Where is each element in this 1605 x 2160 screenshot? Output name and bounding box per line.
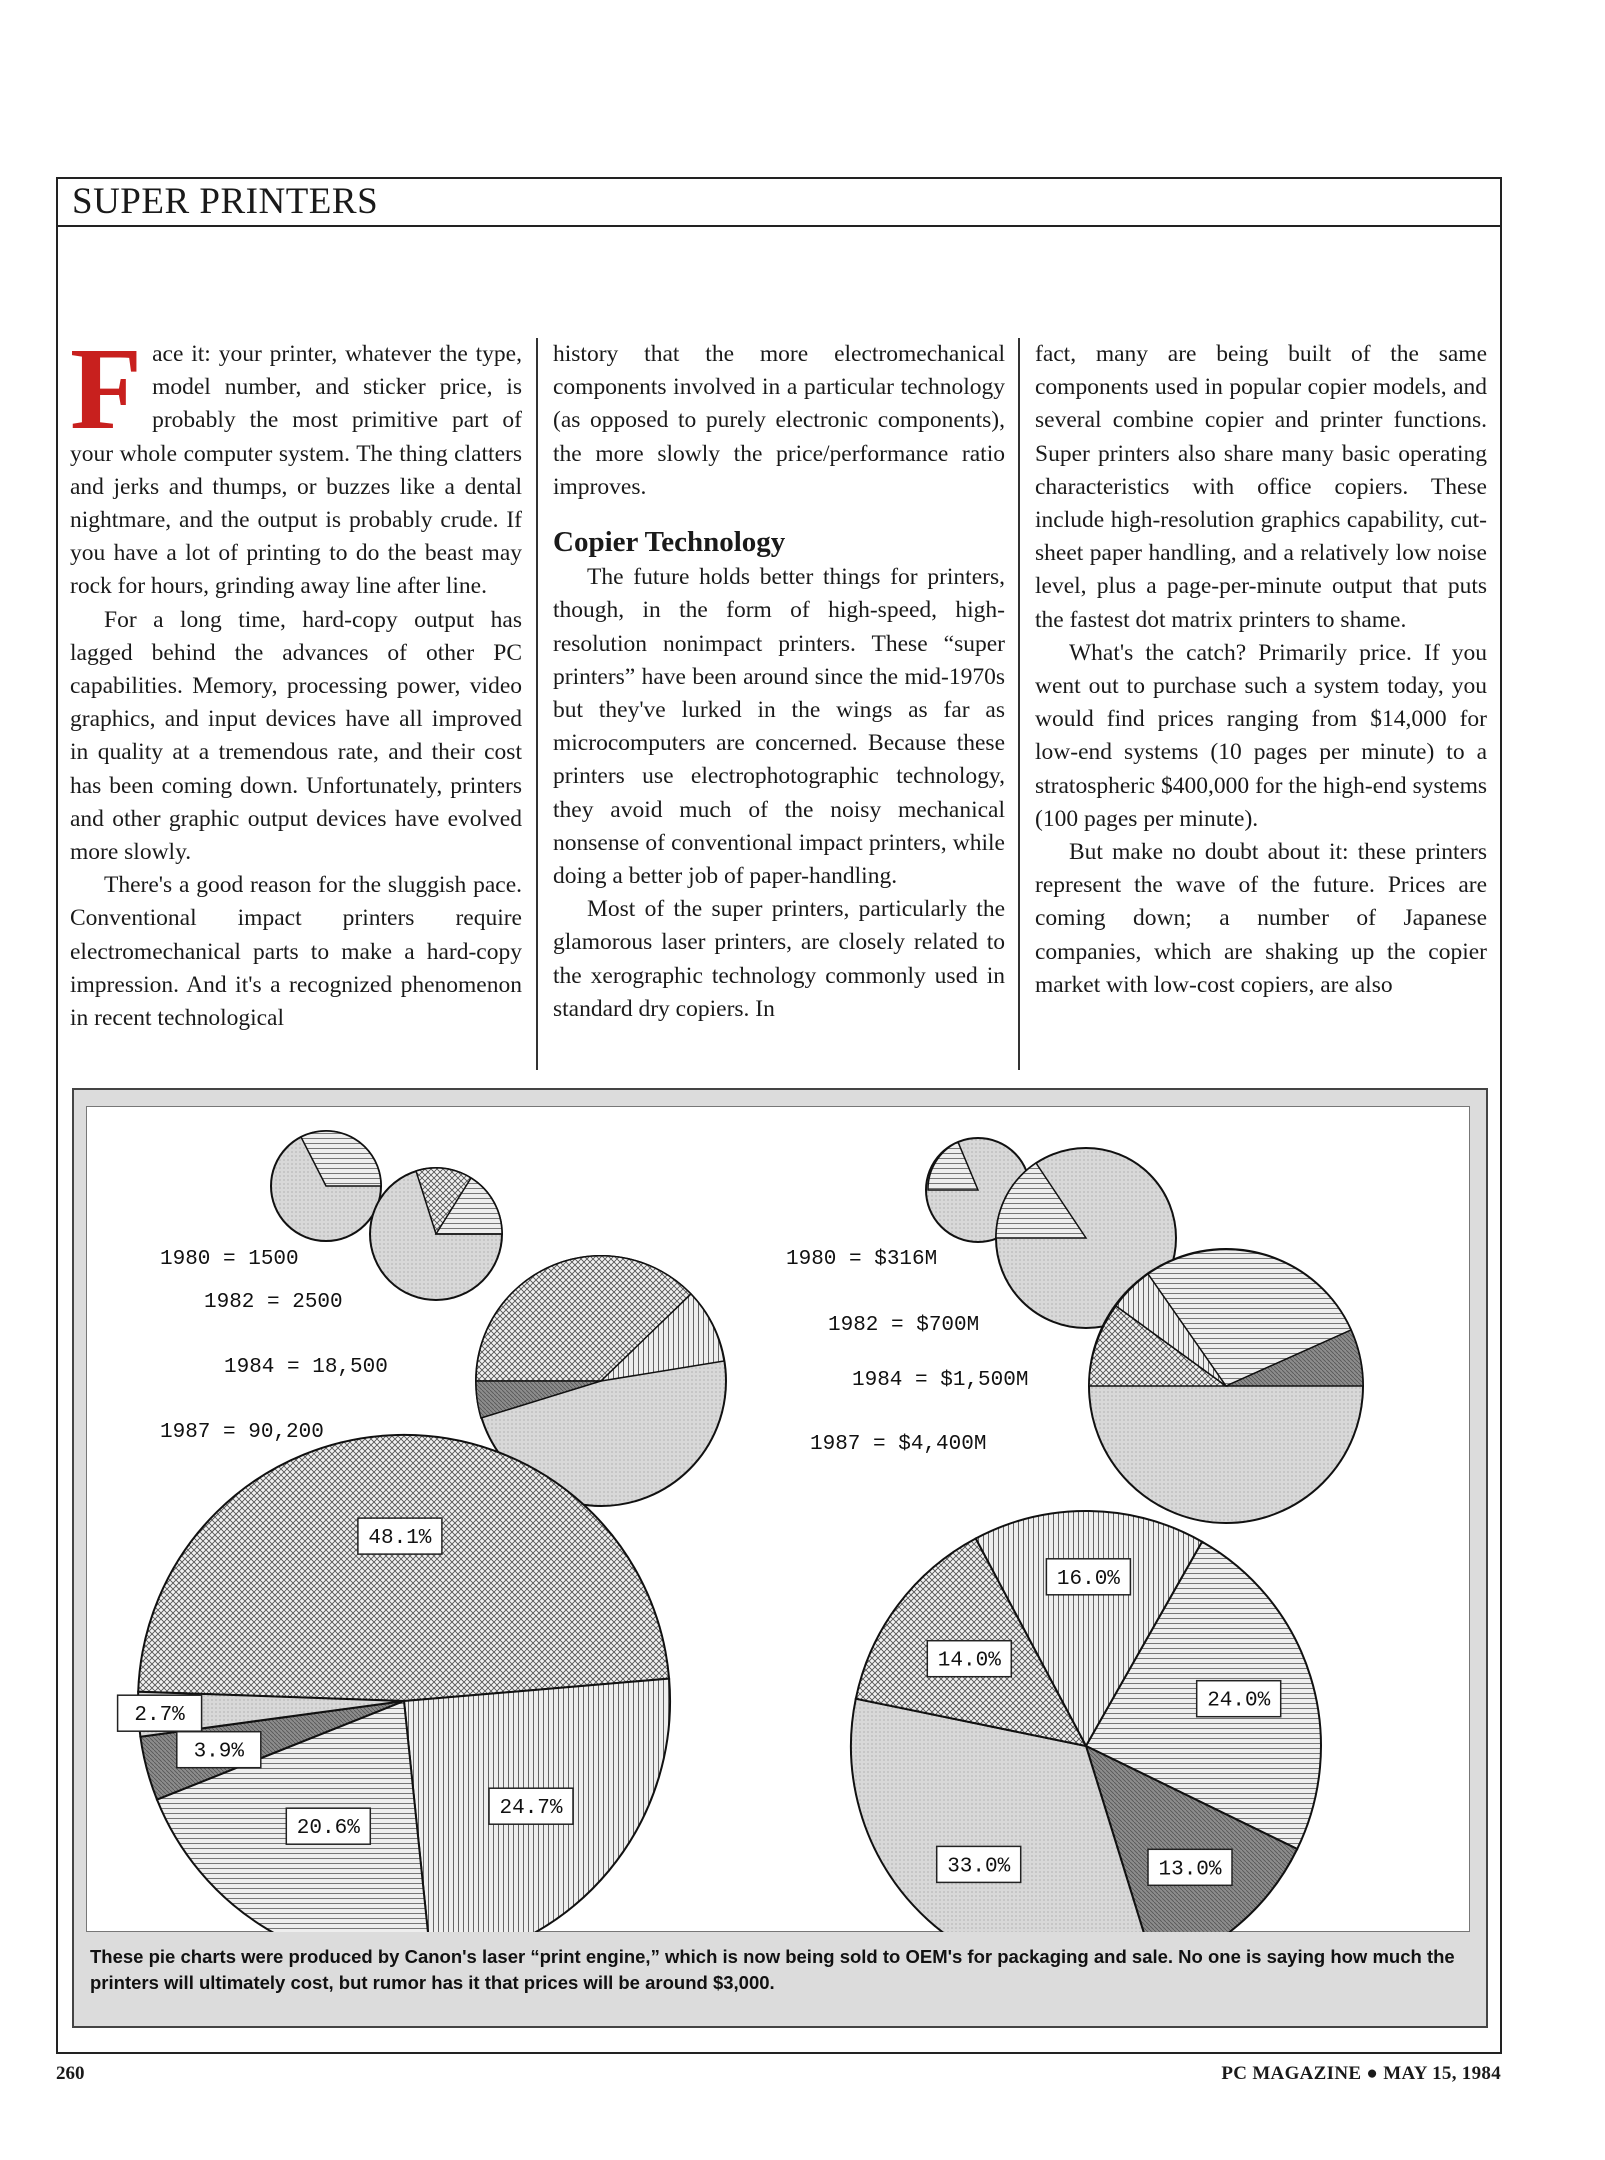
paragraph: Most of the super printers, particularly the glamorous laser printers, are closely related to the xerographic technology commonly used in standard dry copiers. In xyxy=(553,896,1005,1022)
column-rule xyxy=(1018,338,1020,1070)
year-label: 1982 = $700M xyxy=(828,1314,980,1337)
year-label: 1980 = $316M xyxy=(786,1248,938,1271)
data-label: 14.0% xyxy=(937,1649,1001,1673)
data-label: 20.6% xyxy=(296,1817,360,1841)
year-label: 1984 = 18,500 xyxy=(224,1356,388,1379)
paragraph: fact, many are being built of the same components used in popular copier models, and several combine copier and printer functions. Super printers also share many basic operating characteristics with office copiers. These include high-resolution graphics capability, cut-sheet paper handling, and a relatively low noise level, plus a page-per-minute output that puts the fastest dot matrix printers to shame. xyxy=(1035,341,1487,633)
data-label: 48.1% xyxy=(368,1527,432,1551)
paragraph: There's a good reason for the sluggish pace. Conventional impact printers require electromechanical parts to make a hard-copy impression. And it's a recognized phenomenon in recent technological xyxy=(70,872,522,1032)
page-number: 260 xyxy=(56,2063,85,2084)
data-label: 24.7% xyxy=(499,1797,563,1821)
article-column-1 xyxy=(70,323,522,1035)
paragraph: For a long time, hard-copy output has lagged behind the advances of other PC capabilities. Memory, processing power, video graphics, and input devices have all improved in quality at a tremendous rate, and their cost has been coming down. Unfortunately, printers and other graphic output devices have evolved more slowly. xyxy=(70,606,522,866)
data-label: 13.0% xyxy=(1158,1858,1222,1882)
year-label: 1980 = 1500 xyxy=(160,1248,299,1271)
paragraph: What's the catch? Primarily price. If you went out to purchase such a system today, you would find prices ranging from $14,000 for low-end systems (10 pages per minute) to a stratospheric $400,000 for the high-end systems (100 pages per minute). xyxy=(1035,639,1487,832)
right-growth-pies xyxy=(926,1138,1363,1523)
section-title: SUPER PRINTERS xyxy=(72,181,379,222)
year-label: 1982 = 2500 xyxy=(204,1291,343,1314)
year-label: 1987 = 90,200 xyxy=(160,1421,324,1444)
paragraph: But make no doubt about it: these printers represent the wave of the future. Prices are coming down; a number of Japanese companies, which are shaking up the copier market with low-cost copiers, are also xyxy=(1035,839,1487,998)
data-label: 16.0% xyxy=(1056,1567,1120,1591)
paragraph: Face it: your printer, whatever the type, model number, and sticker price, is probably the most primitive part of your whole computer system. The thing clatters and jerks and thumps, or buzzes like a dental nightmare, and the output is probably crude. If you have a lot of printing to do the beast may rock for hours, grinding away line after line. xyxy=(70,323,522,600)
paragraph: history that the more electromechanical components involved in a particular technology (as opposed to purely electronic components), the more slowly the price/performance ratio improves. xyxy=(553,341,1005,500)
data-label: 24.0% xyxy=(1207,1689,1271,1713)
column-rule xyxy=(536,338,538,1070)
pie-charts xyxy=(86,1106,1470,1932)
pie-chart-1987-units xyxy=(118,1435,670,1932)
data-label: 3.9% xyxy=(193,1740,245,1764)
dropcap: F xyxy=(70,323,143,454)
pie-chart-1987-dollars xyxy=(851,1511,1321,1932)
data-label: 2.7% xyxy=(134,1704,185,1728)
year-label: 1984 = $1,500M xyxy=(852,1369,1029,1392)
publication-line: PC MAGAZINE ● MAY 15, 1984 xyxy=(1221,2063,1501,2084)
figure-caption: These pie charts were produced by Canon's laser “print engine,” which is now being sold to OEM's for packaging and sale. No one is saying how much the printers will ultimately cost, but rumor has it that prices will be around $3,000. xyxy=(90,1946,1455,1993)
subheading: Copier Technology xyxy=(553,526,786,559)
article-column-2 xyxy=(553,338,1005,1026)
article-column-3 xyxy=(1035,338,1487,1002)
year-label: 1987 = $4,400M xyxy=(810,1433,987,1456)
paragraph: The future holds better things for printers, though, in the form of high-speed, high-resolution nonimpact printers. These “super printers” have been around since the mid-1970s but they've lurked in the wings as far as microcomputers are concerned. Because these printers use electrophotographic technology, they avoid much of the noisy mechanical nonsense of conventional impact printers, while doing a better job of paper-handling. xyxy=(553,564,1005,890)
data-label: 33.0% xyxy=(947,1855,1011,1879)
